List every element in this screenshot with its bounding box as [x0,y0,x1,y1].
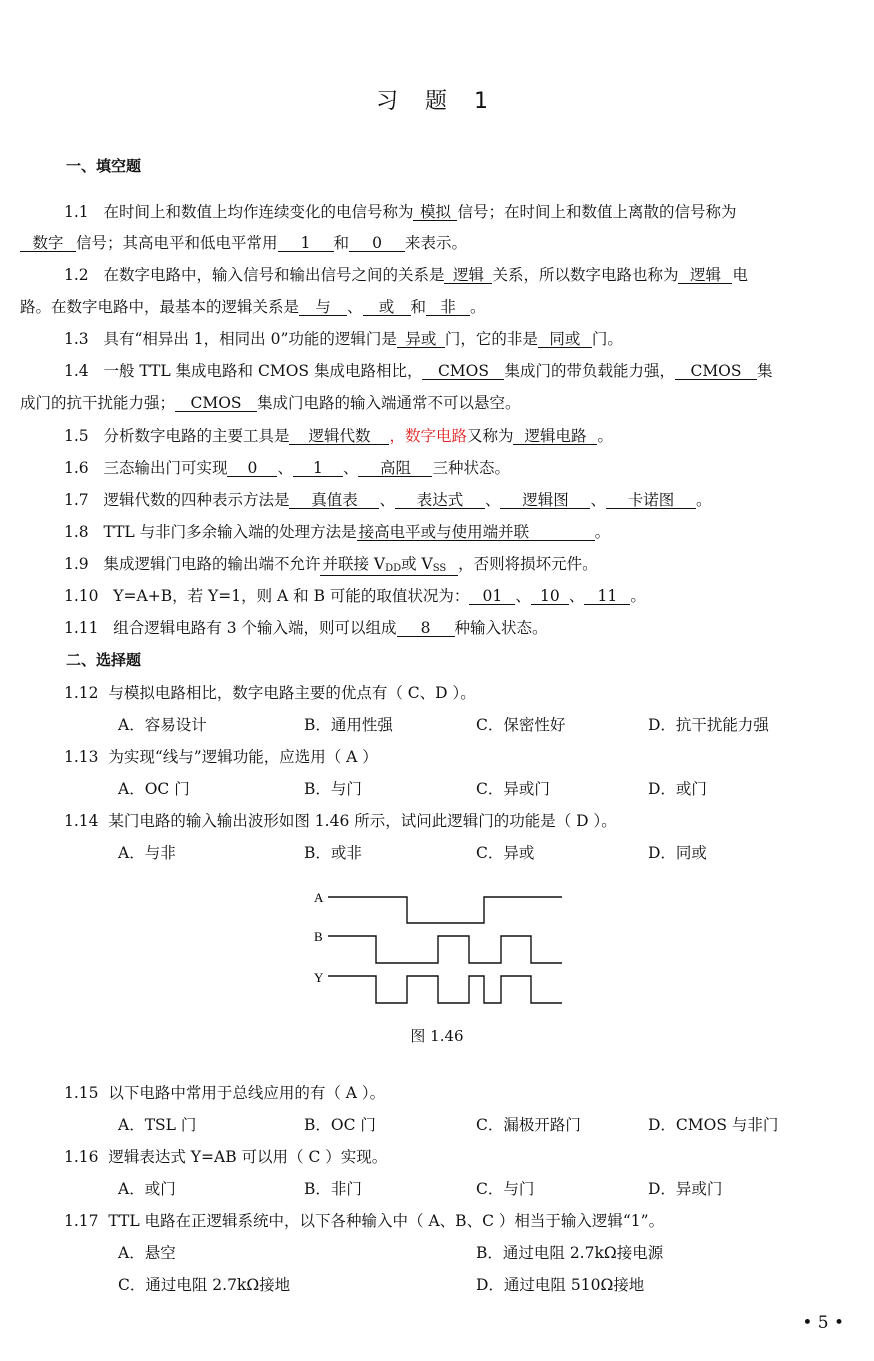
answer-blank: 异或 [397,331,445,348]
option-a: A．或门 [118,1180,176,1198]
question-number: 1.6 [64,459,89,477]
question-text: Y=A+B，若 Y=1，则 A 和 B 可能的取值状况为： [113,587,470,605]
question-1-15 [64,1081,385,1103]
question-text: 来表示。 [405,234,468,252]
question-1-10 [64,584,646,606]
signal-label-a: A [314,890,324,905]
question-text: 逻辑代数的四种表示方法是 [103,491,290,509]
subscript: DD [385,563,402,574]
question-number: 1.9 [64,555,89,573]
answer-blank: 模拟 [413,204,457,221]
question-text: 、 [342,459,359,477]
question-number: 1.2 [64,266,89,284]
figure-caption: 图 1.46 [410,1027,464,1045]
answer-blank [320,556,458,576]
answer-blank: 高阻 [358,460,432,477]
question-text: 为实现“线与”逻辑功能，应选用（ A ） [108,748,378,766]
question-text: 。 [630,587,646,605]
question-number: 1.13 [64,748,99,766]
question-1-6 [64,456,510,478]
question-text: 信号；其高电平和低电平常用 [76,234,278,252]
answer-blank: 01 [469,588,515,605]
question-1-7 [64,488,712,510]
question-number: 1.11 [64,619,99,637]
signal-label-b: B [314,929,323,944]
question-text: 路。在数字电路中，最基本的逻辑关系是 [20,298,300,316]
question-1-12 [64,681,476,703]
question-text: 、 [379,491,395,509]
option-c: C．通过电阻 2.7kΩ接地 [118,1276,291,1294]
option-d: D．或门 [648,780,707,798]
question-text: 逻辑表达式 Y=AB 可以用（ C ）实现。 [108,1148,388,1166]
question-1-8 [64,520,610,542]
answer-text: 并联接 V [322,555,386,573]
option-c: C．与门 [476,1180,535,1198]
question-text: 、 [277,459,293,477]
answer-blank: 1 [293,460,343,477]
question-text: 、 [568,587,585,605]
answer-blank: 逻辑 [444,267,492,284]
option-b: B．OC 门 [304,1116,376,1134]
question-text: TTL 电路在正逻辑系统中，以下各种输入中（ A、B、C ）相当于输入逻辑“1”。 [108,1212,665,1230]
question-text: 和 [410,298,427,316]
question-text: 。 [696,491,712,509]
question-number: 1.10 [64,587,99,605]
section-heading-choice: 二、选择题 [66,651,142,669]
section-heading-fill: 一、填空题 [66,157,142,175]
question-text: 集成门的带负载能力强， [504,362,675,380]
question-text: 在数字电路中，输入信号和输出信号之间的关系是 [103,266,445,284]
question-text: 一般 TTL 集成电路和 CMOS 集成电路相比， [103,362,423,380]
option-d: D．通过电阻 510Ω接地 [476,1276,645,1294]
page-number: • 5 • [802,1313,844,1333]
answer-blank: 逻辑 [678,267,732,284]
question-1-3 [64,327,623,349]
signal-label-y: Y [314,970,324,985]
question-text: 以下电路中常用于总线应用的有（ A ）。 [108,1084,386,1102]
question-text: 分析数字电路的主要工具是 [103,427,290,445]
question-1-5 [64,424,613,446]
answer-blank: 接高电平或与使用端并联 [357,524,595,541]
answer-blank: 或 [363,299,411,316]
question-1-1-line1 [64,200,736,222]
option-a: A．与非 [118,844,176,862]
question-text: 和 [333,234,350,252]
option-d: D．抗干扰能力强 [648,716,769,734]
answer-blank: 表达式 [395,492,485,509]
question-number: 1.17 [64,1212,99,1230]
question-1-4-line1 [64,359,773,381]
option-a: A．TSL 门 [118,1116,197,1134]
question-text: 在时间上和数值上均作连续变化的电信号称为 [103,203,414,221]
waveform-b [328,936,562,963]
answer-blank: 1 [278,235,334,252]
question-1-4-line2 [20,391,521,413]
question-text: 三种状态。 [432,459,510,477]
question-text: 集 [756,362,773,380]
question-text: 门。 [591,330,623,348]
question-number: 1.1 [64,203,89,221]
option-b: B．通过电阻 2.7kΩ接电源 [476,1244,664,1262]
option-b: B．或非 [304,844,362,862]
question-1-1-line2 [20,231,467,253]
answer-blank: CMOS [175,395,257,412]
option-b: B．非门 [304,1180,362,1198]
page-title: 习 题 1 [376,89,498,114]
option-d: D．CMOS 与非门 [648,1116,779,1134]
answer-blank: 同或 [538,331,592,348]
question-number: 1.14 [64,812,99,830]
question-number: 1.7 [64,491,89,509]
question-text: ，否则将损坏元件。 [458,555,598,573]
highlighted-text: ，数字电路 [389,427,467,445]
question-text: 种输入状态。 [454,619,548,637]
answer-blank: 与 [299,299,347,316]
option-d: D．异或门 [648,1180,723,1198]
answer-blank: 卡诺图 [606,492,696,509]
answer-blank: 0 [349,235,405,252]
question-text: TTL 与非门多余输入端的处理方法是 [103,523,357,541]
answer-blank: 非 [426,299,470,316]
question-text: 、 [590,491,606,509]
question-text: 成门的抗干扰能力强； [20,394,176,412]
option-a: A．悬空 [118,1244,176,1262]
question-text: 又称为 [466,427,514,445]
question-1-17 [64,1209,664,1231]
option-a: A．OC 门 [118,780,190,798]
answer-blank: CMOS [422,363,504,380]
question-1-13 [64,745,378,767]
answer-blank: CMOS [675,363,757,380]
option-d: D．同或 [648,844,707,862]
question-number: 1.16 [64,1148,99,1166]
subscript: SS [432,563,447,574]
answer-blank: 逻辑图 [500,492,590,509]
question-number: 1.5 [64,427,89,445]
waveform-y [328,976,562,1003]
answer-blank: 真值表 [289,492,379,509]
question-text: 某门电路的输入输出波形如图 1.46 所示，试问此逻辑门的功能是（ D ）。 [108,812,617,830]
question-text: 信号；在时间上和数值上离散的信号称为 [457,203,737,221]
answer-blank: 数字 [20,235,76,252]
question-1-9 [64,552,598,576]
question-1-14 [64,809,617,831]
question-number: 1.3 [64,330,89,348]
question-text: 、 [347,298,363,316]
question-number: 1.4 [64,362,89,380]
question-text: 。 [594,523,611,541]
answer-blank: 11 [584,588,630,605]
question-1-2-line2 [20,295,486,317]
answer-blank: 10 [531,588,569,605]
option-b: B．与门 [304,780,362,798]
question-text: 门，它的非是 [444,330,538,348]
question-text: 三态输出门可实现 [103,459,228,477]
option-a: A．容易设计 [118,716,207,734]
question-1-16 [64,1145,387,1167]
answer-text: 或 V [401,555,433,573]
question-1-2-line1 [64,263,748,285]
option-b: B．通用性强 [304,716,393,734]
question-text: 、 [515,587,531,605]
question-number: 1.12 [64,684,99,702]
answer-blank: 逻辑代数 [289,428,389,445]
question-number: 1.15 [64,1084,99,1102]
question-text: 集成逻辑门电路的输出端不允许 [103,555,321,573]
question-text: 关系，所以数字电路也称为 [492,266,679,284]
waveform-a [328,897,562,923]
option-c: C．保密性好 [476,716,566,734]
question-text: 具有“相异出 1，相同出 0”功能的逻辑门是 [103,330,397,348]
question-text: 组合逻辑电路有 3 个输入端，则可以组成 [113,619,397,637]
question-text: 电 [732,266,748,284]
option-c: C．异或 [476,844,535,862]
option-c: C．漏极开路门 [476,1116,581,1134]
question-text: 、 [484,491,501,509]
answer-blank: 逻辑电路 [513,428,597,445]
answer-blank: 8 [397,620,455,637]
option-c: C．异或门 [476,780,550,798]
question-text: 集成门电路的输入端通常不可以悬空。 [257,394,521,412]
waveform-figure [300,880,580,1015]
question-text: 。 [597,427,613,445]
question-number: 1.8 [64,523,89,541]
answer-blank: 0 [227,460,277,477]
question-1-11 [64,616,548,638]
question-text: 与模拟电路相比，数字电路主要的优点有（ C、D ）。 [108,684,476,702]
question-text: 。 [470,298,486,316]
